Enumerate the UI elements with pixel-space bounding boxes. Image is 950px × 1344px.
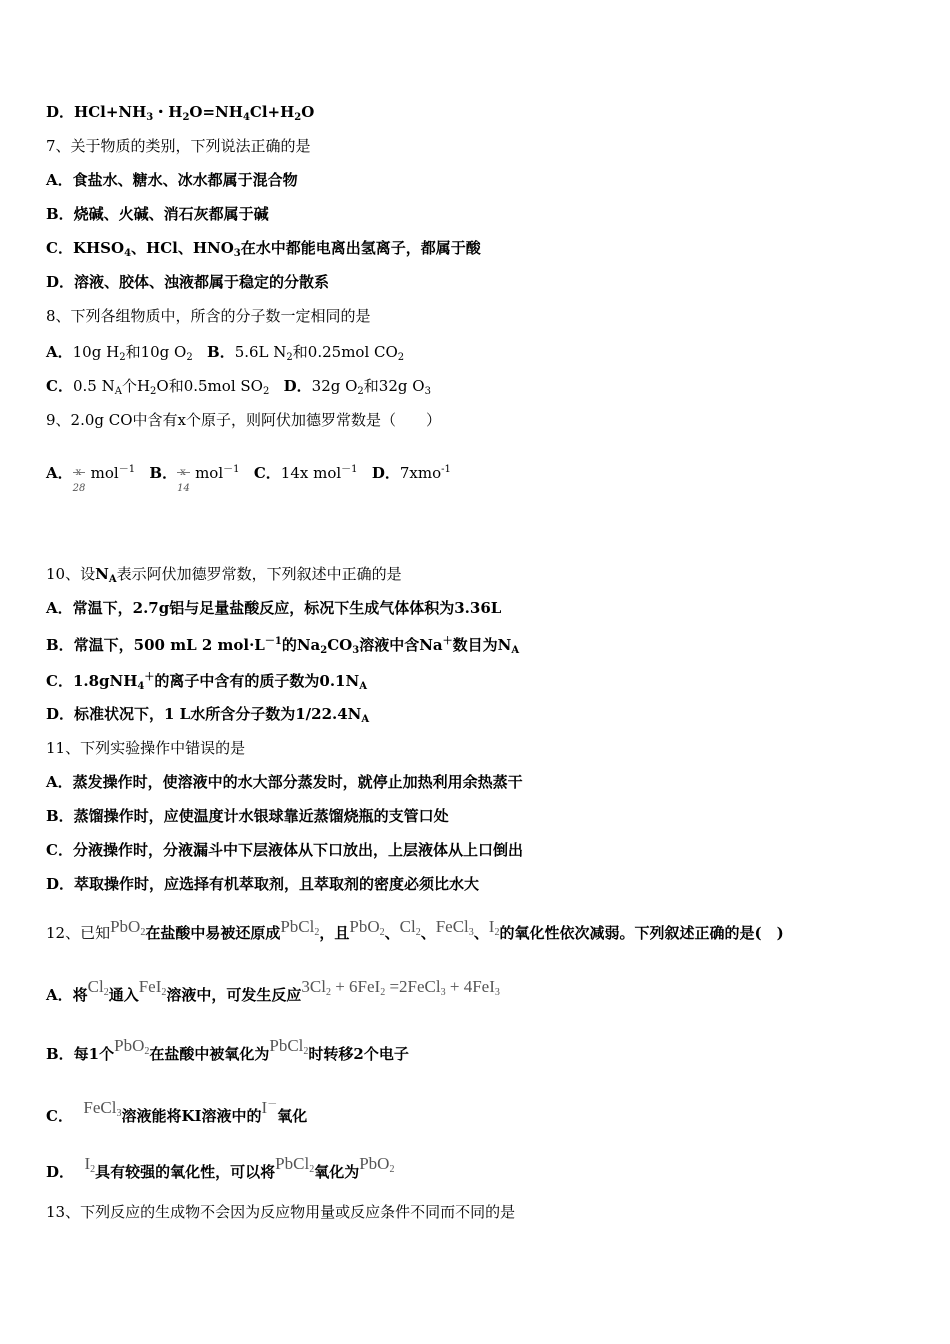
question-9-stem: 9、2.0g CO中含有x个原子，则阿伏加德罗常数是（ ）: [46, 411, 442, 429]
question-12-option-d: D． $I_2$具有较强的氧化性，可以将PbCl$_2$氧化为PbO$_2$: [46, 1154, 395, 1181]
question-7-option-a: A．食盐水、糖水、冰水都属于混合物: [46, 171, 298, 189]
question-10-option-d: D．标准状况下，1 L水所含分子数为$1/22.4N_A$: [46, 705, 370, 725]
question-10-stem: 10、设$N_A$表示阿伏加德罗常数，下列叙述中正确的是: [46, 565, 402, 585]
question-8-options-cd: C．0.5 $N_A$个$H_2O$和0.5mol $SO_2$ D．32g $O_2$和32g $O_3$: [46, 377, 431, 397]
question-12-option-c: C． FeCl$_3$溶液能将KI溶液中的I－氧化: [46, 1098, 308, 1125]
question-11-stem: 11、下列实验操作中错误的是: [46, 739, 246, 757]
option-d-hcl-line: D．$HCl+NH_3$・$H_2O=NH_4Cl+H_2O$: [46, 103, 315, 123]
question-12-stem: 12、已知PbO$_2$在盐酸中易被还原成PbCl$_2$，且PbO$_2$、$Cl_2$、FeCl$_3$、$I_2$的氧化性依次减弱。下列叙述正确的是( ): [46, 917, 784, 942]
fraction-x-over-28: x 28: [73, 458, 91, 488]
question-7-option-d: D．溶液、胶体、浊液都属于稳定的分散系: [46, 273, 330, 291]
question-7-option-b: B．烧碱、火碱、消石灰都属于碱: [46, 205, 269, 223]
question-11-option-a: A．蒸发操作时，使溶液中的水大部分蒸发时，就停止加热利用余热蒸干: [46, 773, 523, 791]
question-7-option-c: C．$KHSO_4$、HCl、$HNO_3$在水中都能电离出氢离子，都属于酸: [46, 239, 481, 259]
question-10-option-a: A．常温下，2.7g铝与足量盐酸反应，标况下生成气体体积为3.36L: [46, 599, 502, 617]
question-12-option-a: A．将$Cl_2$通入FeI$_2$溶液中，可发生反应$3Cl_2 + 6FeI_2$ =2FeCl$_3$ + 4FeI$_3$: [46, 977, 500, 1004]
question-10-option-c: C．1.8gNH$_4$＋的离子中含有的质子数为$0.1N_A$: [46, 672, 367, 692]
question-8-stem: 8、下列各组物质中，所含的分子数一定相同的是: [46, 307, 371, 325]
question-11-option-b: B．蒸馏操作时，应使温度计水银球靠近蒸馏烧瓶的支管口处: [46, 807, 449, 825]
question-11-option-d: D．萃取操作时，应选择有机萃取剂，且萃取剂的密度必须比水大: [46, 875, 480, 893]
question-7-stem: 7、关于物质的类别，下列说法正确的是: [46, 137, 311, 155]
question-11-option-c: C．分液操作时，分液漏斗中下层液体从下口放出，上层液体从上口倒出: [46, 841, 523, 859]
question-9-options: A． x 28 mol$^{-1}$ B． x 14 mol$^{-1}$ C．14x mol$^{-1}$ D．7xmo$^{-1}$: [46, 455, 451, 488]
question-12-option-b: B．每1个PbO$_2$在盐酸中被氧化为PbCl$_2$时转移2个电子: [46, 1036, 409, 1063]
fraction-x-over-14: x 14: [177, 458, 195, 488]
question-13-stem: 13、下列反应的生成物不会因为反应物用量或反应条件不同而不同的是: [46, 1203, 516, 1221]
question-8-options-ab: A．10g $H_2$和10g $O_2$ B．5.6L $N_2$和0.25mol $CO_2$: [46, 343, 405, 363]
question-10-option-b: B．常温下，500 mL 2 $mol\cdot L^{-1}$的$Na_2CO_3$溶液中含Na＋数目为$N_A$: [46, 636, 520, 656]
